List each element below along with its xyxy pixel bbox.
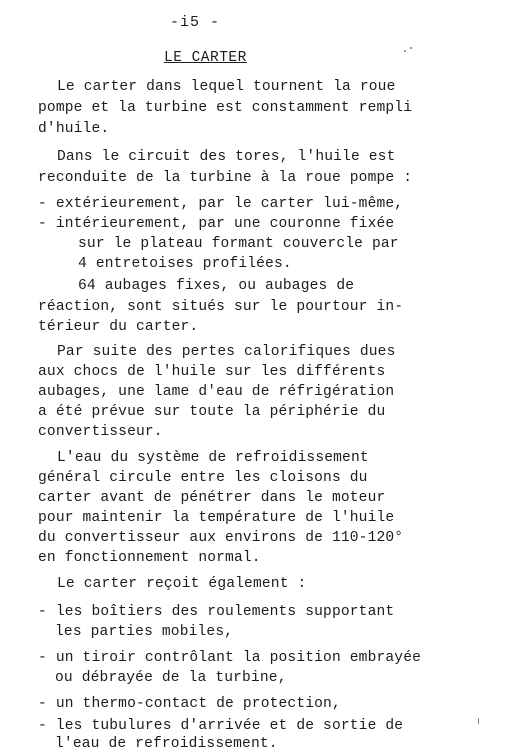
list-item: - un tiroir contrôlant la position embrayée: [38, 650, 422, 666]
text-line: Le carter dans lequel tournent la roue: [57, 79, 396, 95]
text-line: pour maintenir la température de l'huile: [38, 510, 395, 526]
text-line: a été prévue sur toute la périphérie du: [38, 404, 386, 420]
scan-speck: [404, 50, 406, 52]
scan-speck: [478, 718, 479, 724]
text-line: d'huile.: [38, 121, 110, 137]
list-item: - un thermo-contact de protection,: [38, 696, 341, 712]
text-line: sur le plateau formant couvercle par: [78, 236, 399, 252]
text-line: pompe et la turbine est constamment rempli: [38, 100, 413, 116]
text-line: aux chocs de l'huile sur les différents: [38, 364, 386, 380]
text-line: l'eau de refroidissement.: [55, 736, 278, 752]
text-line: térieur du carter.: [38, 319, 199, 335]
text-line: du convertisseur aux environs de 110-120°: [38, 530, 404, 546]
text-line: reconduite de la turbine à la roue pompe :: [38, 170, 413, 186]
text-line: Par suite des pertes calorifiques dues: [57, 344, 396, 360]
text-line: 4 entretoises profilées.: [78, 256, 292, 272]
list-item: - intérieurement, par une couronne fixée: [38, 216, 395, 232]
text-line: carter avant de pénétrer dans le moteur: [38, 490, 386, 506]
text-line: Le carter reçoit également :: [57, 576, 307, 592]
list-item: - extérieurement, par le carter lui-même,: [38, 196, 404, 212]
text-line: les parties mobiles,: [55, 624, 234, 640]
text-line: réaction, sont situés sur le pourtour in-: [38, 299, 404, 315]
text-line: ou débrayée de la turbine,: [55, 670, 287, 686]
text-line: L'eau du système de refroidissement: [57, 450, 369, 466]
text-line: convertisseur.: [38, 424, 163, 440]
page-number: -i5 -: [170, 14, 221, 31]
text-line: Dans le circuit des tores, l'huile est: [57, 149, 396, 165]
section-title: LE CARTER: [164, 50, 247, 66]
text-line: général circule entre les cloisons du: [38, 470, 368, 486]
list-item: - les tubulures d'arrivée et de sortie de: [38, 718, 404, 734]
text-line: aubages, une lame d'eau de réfrigération: [38, 384, 395, 400]
scan-speck: [410, 47, 412, 49]
list-item: - les boîtiers des roulements supportant: [38, 604, 395, 620]
text-line: 64 aubages fixes, ou aubages de: [78, 278, 355, 294]
text-line: en fonctionnement normal.: [38, 550, 261, 566]
